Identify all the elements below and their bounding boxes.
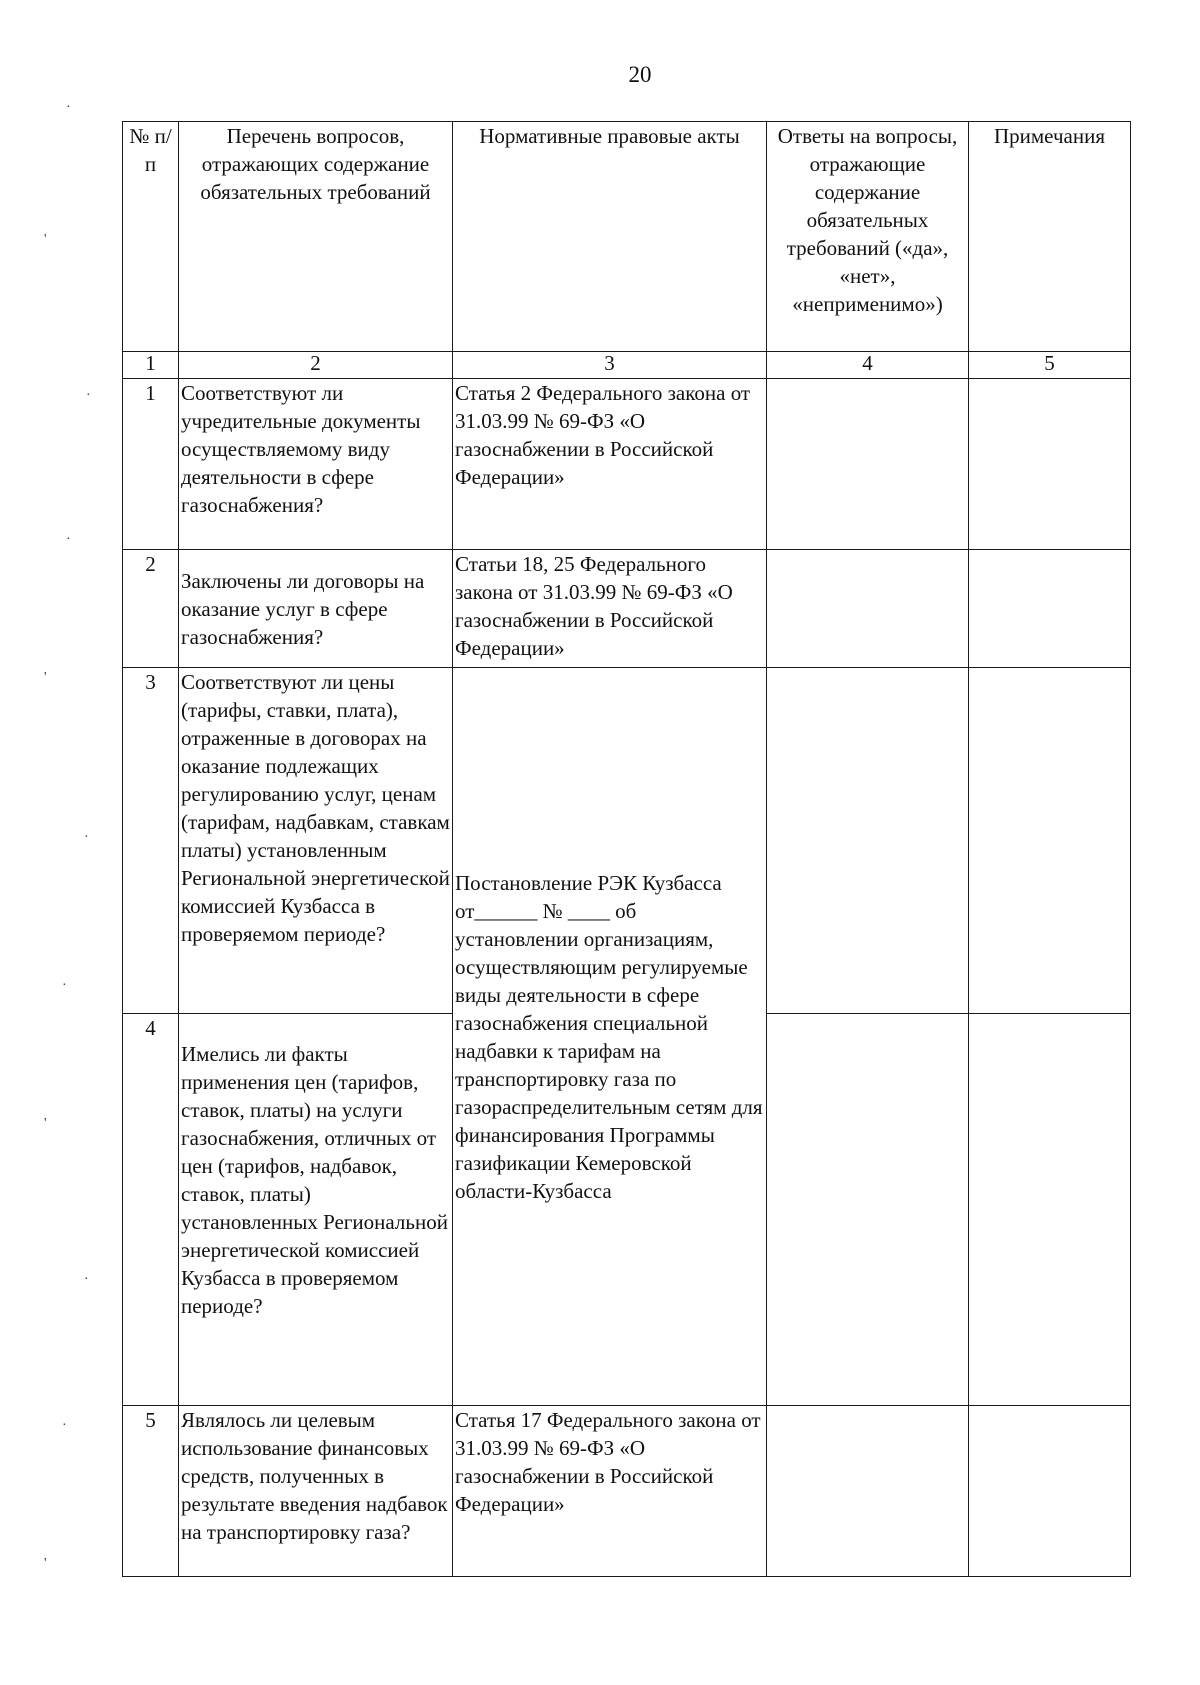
scan-speck: ' xyxy=(44,232,47,247)
note-cell xyxy=(969,550,1131,668)
column-number: 5 xyxy=(969,352,1131,379)
table-row xyxy=(123,1406,1131,1577)
scan-speck: ' xyxy=(44,1556,47,1571)
scan-speck: · xyxy=(66,532,71,547)
row-number: 2 xyxy=(123,550,179,668)
header-num: № п/п xyxy=(123,122,179,352)
table-row xyxy=(123,379,1131,550)
legal-act-cell: Статья 2 Федерального закона от 31.03.99 № 69-ФЗ «О газоснабжении в Российской Федерации» xyxy=(453,379,767,550)
row-number: 1 xyxy=(123,379,179,550)
header-notes: Примечания xyxy=(969,122,1131,352)
note-cell xyxy=(969,1406,1131,1577)
row-number: 3 xyxy=(123,668,179,1014)
table-row xyxy=(123,668,1131,1014)
table-row xyxy=(123,550,1131,668)
answer-cell xyxy=(767,379,969,550)
column-number: 1 xyxy=(123,352,179,379)
legal-act-cell: Статья 17 Федерального закона от 31.03.99 № 69-ФЗ «О газоснабжении в Российской Федерации» xyxy=(453,1406,767,1577)
answer-cell xyxy=(767,550,969,668)
legal-act-cell: Статьи 18, 25 Федерального закона от 31.03.99 № 69-ФЗ «О газоснабжении в Российской Федерации» xyxy=(453,550,767,668)
answer-cell xyxy=(767,1014,969,1406)
scan-speck: · xyxy=(86,388,91,403)
header-questions: Перечень вопросов, отражающих содержание обязательных требований xyxy=(179,122,453,352)
scan-speck: · xyxy=(62,1418,67,1433)
row-number: 4 xyxy=(123,1014,179,1406)
legal-act-cell: Постановление РЭК Кузбасса от______ № ____ об установлении организациям, осуществляющим регулируемые виды деятельности в сфере газоснабжения специальной надбавки к тарифам на транспортировку газа по газораспределительным сетям для финансирования Программы газификации Кемеровской области-Кузбасса xyxy=(453,668,767,1406)
header-acts: Нормативные правовые акты xyxy=(453,122,767,352)
note-cell xyxy=(969,379,1131,550)
page-number: 20 xyxy=(628,62,652,87)
question-cell: Соответствуют ли цены (тарифы, ставки, плата), отраженные в договорах на оказание подлежащих регулированию услуг, ценам (тарифам, надбавкам, ставкам платы) установленным Региональной энергетической комиссией Кузбасса в проверяемом периоде? xyxy=(179,668,453,1014)
scan-speck: · xyxy=(84,1272,89,1287)
column-number: 4 xyxy=(767,352,969,379)
question-cell: Являлось ли целевым использование финансовых средств, полученных в результате введения надбавок на транспортировку газа? xyxy=(179,1406,453,1577)
header-answers: Ответы на вопросы, отражающие содержание обязательных требований («да», «нет», «неприменимо») xyxy=(767,122,969,352)
question-cell: Заключены ли договоры на оказание услуг в сфере газоснабжения? xyxy=(179,550,453,668)
requirements-table xyxy=(122,121,1131,1577)
header-row xyxy=(123,122,1131,352)
scan-speck: · xyxy=(66,100,71,115)
answer-cell xyxy=(767,668,969,1014)
note-cell xyxy=(969,668,1131,1014)
column-number: 2 xyxy=(179,352,453,379)
note-cell xyxy=(969,1014,1131,1406)
question-cell: Соответствуют ли учредительные документы осуществляемому виду деятельности в сфере газоснабжения? xyxy=(179,379,453,550)
row-number: 5 xyxy=(123,1406,179,1577)
scan-speck: ' xyxy=(44,1116,47,1131)
scan-speck: · xyxy=(62,978,67,993)
column-number-row xyxy=(123,352,1131,379)
answer-cell xyxy=(767,1406,969,1577)
scan-speck: ' xyxy=(44,670,47,685)
scan-speck: · xyxy=(84,830,89,845)
column-number: 3 xyxy=(453,352,767,379)
question-cell: Имелись ли факты применения цен (тарифов, ставок, платы) на услуги газоснабжения, отличных от цен (тарифов, надбавок, ставок, платы) установленных Региональной энергетической комиссией Кузбасса в проверяемом периоде? xyxy=(179,1014,453,1406)
